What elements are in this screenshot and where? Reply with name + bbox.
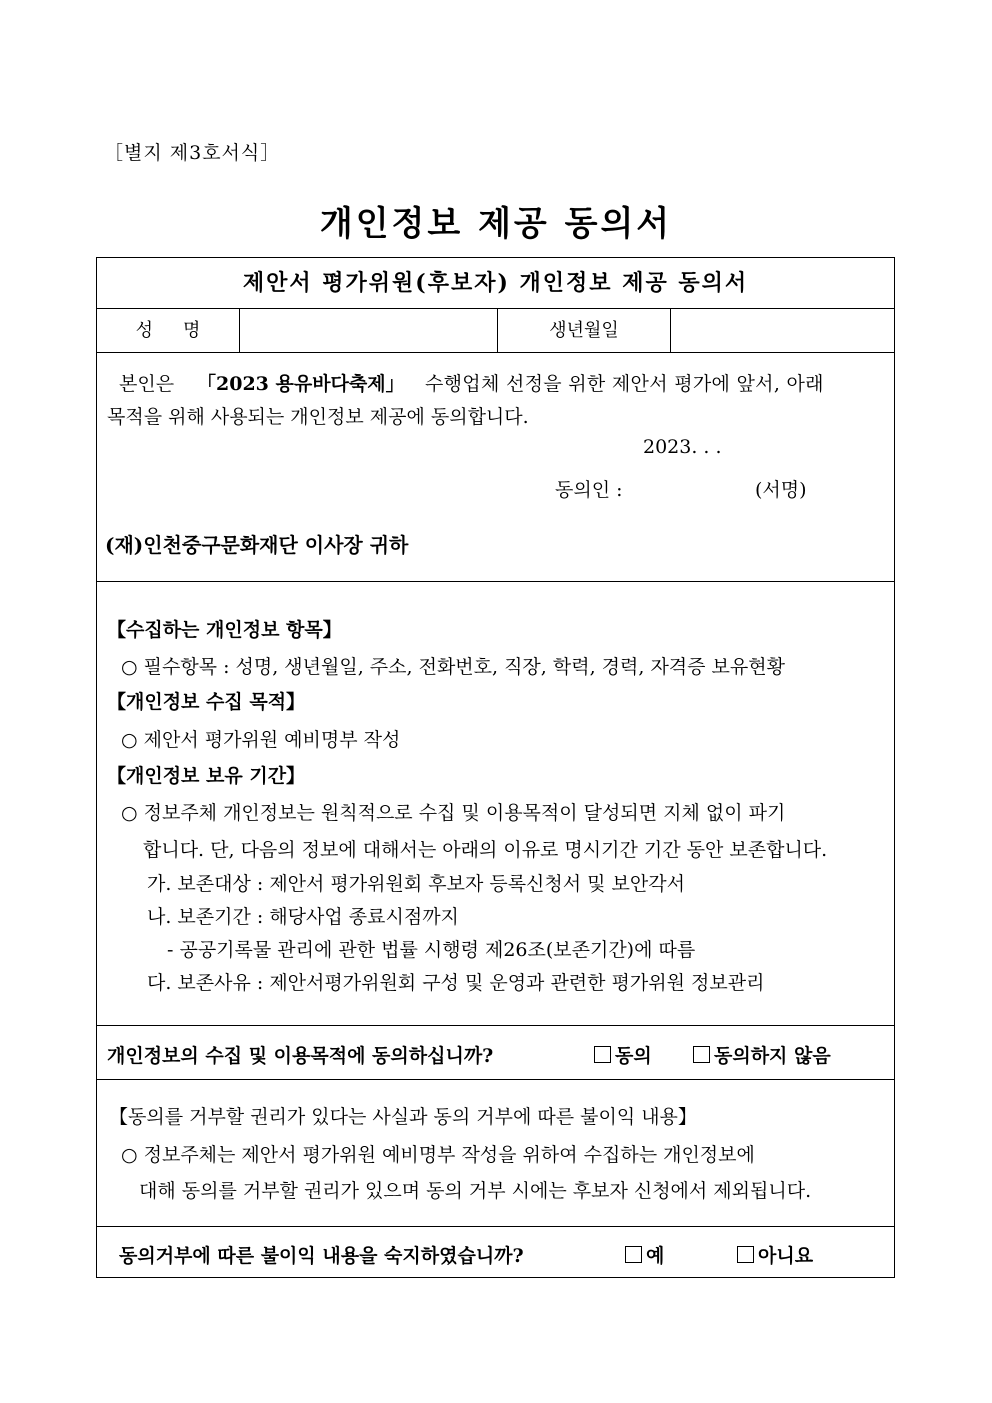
name-label: 성명 (97, 309, 240, 352)
retention-period-heading: 【개인정보 보유 기간】 (107, 765, 306, 787)
birthdate-label: 생년월일 (498, 309, 671, 352)
refusal-heading: 【동의를 거부할 권리가 있다는 사실과 동의 거부에 따른 불이익 내용】 (109, 1106, 697, 1128)
yes-option[interactable] (625, 1241, 664, 1268)
retention-item-c: 다. 보존사유 : 제안서평가위원회 구성 및 운영과 관련한 평가위원 정보관리 (147, 972, 765, 994)
consent-line-2: 목적을 위해 사용되는 개인정보 제공에 동의합니다. (107, 406, 529, 428)
retention-item-b-note: - 공공기록물 관리에 관한 법률 시행령 제26조(보존기간)에 따름 (167, 939, 696, 961)
signer-label: 동의인 : (555, 479, 623, 501)
agree-label: 동의 (615, 1045, 652, 1067)
retention-item-a: 가. 보존대상 : 제안서 평가위원회 후보자 등록신청서 및 보안각서 (147, 873, 685, 895)
collection-purpose-heading: 【개인정보 수집 목적】 (107, 691, 306, 713)
refusal-text-2: 대해 동의를 거부할 권리가 있으며 동의 거부 시에는 후보자 신청에서 제외됩니다. (139, 1180, 812, 1202)
collection-purpose-text: ○ 제안서 평가위원 예비명부 작성 (121, 729, 401, 751)
yes-checkbox[interactable] (625, 1246, 642, 1263)
collected-items-heading: 【수집하는 개인정보 항목】 (107, 619, 342, 641)
refusal-rights-section (97, 1079, 894, 1226)
consent-question: 개인정보의 수집 및 이용목적에 동의하십니까? (107, 1045, 494, 1067)
document-title: 개인정보 제공 동의서 (319, 204, 673, 244)
agree-checkbox[interactable] (594, 1046, 611, 1063)
applicant-info-row (97, 308, 894, 352)
signer-field[interactable] (643, 469, 755, 499)
retention-text-1: ○ 정보주체 개인정보는 원칙적으로 수집 및 이용목적이 달성되면 지체 없이 파기 (121, 802, 786, 824)
signature-label: (서명) (755, 479, 807, 501)
name-field[interactable] (240, 309, 498, 352)
consent-suffix: 수행업체 선정을 위한 제안서 평가에 앞서, 아래 (425, 373, 824, 395)
table-heading: 제안서 평가위원(후보자) 개인정보 제공 동의서 (242, 270, 749, 296)
no-option[interactable] (737, 1241, 813, 1268)
birthdate-field[interactable] (671, 309, 894, 352)
acknowledgement-question: 동의거부에 따른 불이익 내용을 숙지하였습니까? (119, 1245, 524, 1267)
retention-item-b: 나. 보존기간 : 해당사업 종료시점까지 (147, 906, 459, 928)
form-number-label: ［별지 제3호서식］ (104, 142, 281, 164)
event-name: 「2023 용유바다축제」 (197, 373, 405, 395)
disagree-option[interactable] (693, 1041, 831, 1068)
disagree-checkbox[interactable] (693, 1046, 710, 1063)
no-label: 아니요 (758, 1245, 814, 1267)
agree-option[interactable] (594, 1041, 652, 1068)
retention-text-2: 합니다. 단, 다음의 정보에 대해서는 아래의 이유로 명시기간 기간 동안 보존합니다. (143, 839, 828, 861)
addressee: (재)인천중구문화재단 이사장 귀하 (105, 533, 409, 557)
acknowledgement-row (97, 1226, 894, 1279)
consent-prefix: 본인은 (119, 373, 175, 395)
refusal-text-1: ○ 정보주체는 제안서 평가위원 예비명부 작성을 위하여 수집하는 개인정보에 (121, 1144, 755, 1166)
consent-form-table (96, 257, 895, 1278)
consent-statement-section (97, 352, 894, 581)
disagree-label: 동의하지 않음 (714, 1045, 831, 1067)
no-checkbox[interactable] (737, 1246, 754, 1263)
yes-label: 예 (646, 1245, 665, 1267)
consent-date: 2023. . . (643, 436, 722, 458)
privacy-info-section (97, 581, 894, 1025)
consent-question-row (97, 1025, 894, 1079)
collected-items-text: ○ 필수항목 : 성명, 생년월일, 주소, 전화번호, 직장, 학력, 경력, 자격증 보유현황 (121, 656, 785, 678)
